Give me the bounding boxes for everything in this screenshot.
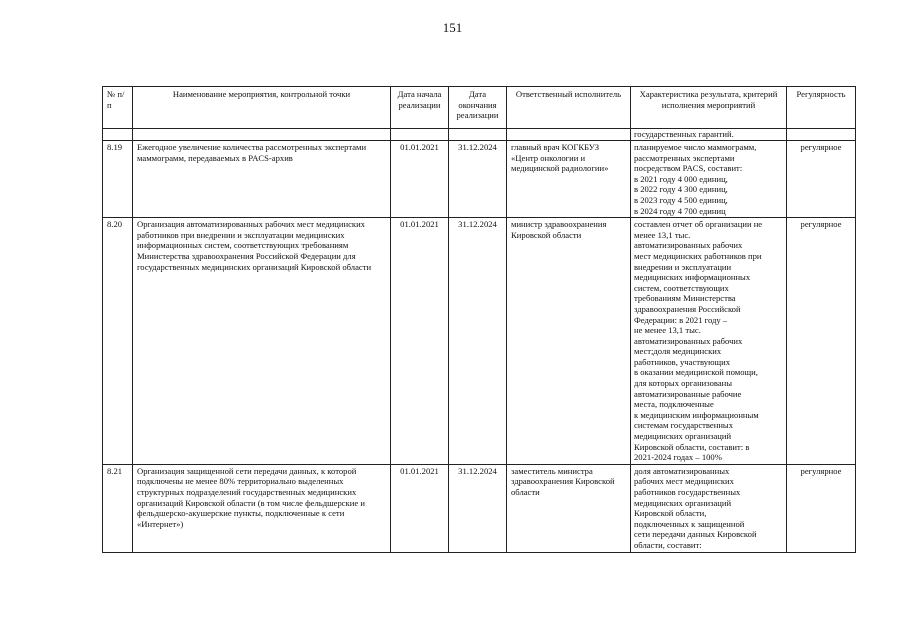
row-start-date: 01.01.2021	[391, 141, 449, 218]
characteristic-line: планируемое число маммограмм,	[634, 142, 757, 152]
row-end-date: 31.12.2024	[449, 218, 507, 465]
characteristic-line: рабочих мест медицинских	[634, 476, 734, 487]
continuation-text: государственных гарантий.	[631, 129, 787, 141]
row-regularity: регулярное	[787, 464, 856, 552]
characteristic-line: медицинских организаций	[634, 497, 732, 508]
header-regularity: Регулярность	[787, 87, 856, 129]
characteristic-line: автоматизированные рабочие	[634, 388, 742, 399]
table-header-row	[103, 87, 856, 129]
characteristic-line: 2021-2024 годах – 100%	[634, 452, 722, 463]
characteristic-line: области, составит:	[634, 539, 702, 550]
row-num: 8.19	[103, 141, 133, 218]
continuation-row	[103, 129, 856, 141]
characteristic-line: системам государственных	[634, 420, 733, 431]
header-characteristic: Характеристика результата, критерий исполнения мероприятий	[631, 87, 787, 129]
characteristic-line: работников, участвующих	[634, 356, 731, 367]
header-num: № п/п	[103, 87, 133, 129]
table-row	[103, 141, 856, 218]
characteristic-line: Кировской области, составит: в	[634, 441, 750, 452]
characteristic-line: места, подключенные	[634, 399, 714, 410]
row-executor: главный врач КОГКБУЗ «Центр онкологии и медицинской радиологии»	[507, 141, 631, 218]
characteristic-line: работников государственных	[634, 487, 741, 497]
characteristic-line: внедрении и эксплуатации	[634, 261, 732, 272]
characteristic-line: автоматизированных рабочих	[634, 240, 743, 251]
characteristic-line: систем, соответствующих	[634, 282, 729, 293]
header-start: Дата начала реализации	[391, 87, 449, 129]
characteristic-line: не менее 13,1 тыс.	[634, 325, 701, 336]
row-name: Организация защищенной сети передачи данных, к которой подключены не менее 80% территориально выделенных структурных подразделений государственных медицинских организаций Кировской области (в том числе фельдшерские и фельдшерско-акушерские пункты, подключенные к сети «Интернет»)	[133, 464, 391, 552]
characteristic-line: к медицинским информационным	[634, 409, 759, 420]
header-name: Наименование мероприятия, контрольной точки	[133, 87, 391, 129]
characteristic-line: рассмотренных экспертами	[634, 152, 735, 163]
characteristic-line: требованиям Министерства	[634, 293, 736, 304]
row-num: 8.21	[103, 464, 133, 552]
characteristic-line: составлен отчет об организации не	[634, 219, 763, 230]
characteristic-line: в 2021 году 4 000 единиц,	[634, 173, 728, 184]
characteristic-line: автоматизированных рабочих	[634, 335, 743, 346]
row-regularity: регулярное	[787, 218, 856, 465]
row-executor: заместитель министра здравоохранения Кировской области	[507, 464, 631, 552]
row-name: Организация автоматизированных рабочих мест медицинских работников при внедрении и эксплуатации медицинских информационных систем, соответствующих требованиям Министерства здравоохранения Российской Федерации для государственных медицинских организаций Кировской области	[133, 218, 391, 465]
characteristic-line: мест медицинских работников при	[634, 250, 762, 261]
row-start-date: 01.01.2021	[391, 464, 449, 552]
header-executor: Ответственный исполнитель	[507, 87, 631, 129]
page-number: 151	[442, 20, 463, 35]
characteristic-line: Кировской области,	[634, 508, 707, 519]
row-num: 8.20	[103, 218, 133, 465]
table-row	[103, 464, 856, 552]
characteristic-line: в 2022 году 4 300 единиц,	[634, 184, 728, 195]
row-end-date: 31.12.2024	[449, 141, 507, 218]
row-executor: министр здравоохранения Кировской области	[507, 218, 631, 465]
characteristic-line: сети передачи данных Кировской	[634, 529, 757, 540]
header-end: Дата окончания реализации	[449, 87, 507, 129]
characteristic-line: мест;доля медицинских	[634, 346, 722, 357]
row-characteristic	[631, 218, 787, 465]
characteristic-line: доля автоматизированных	[634, 465, 730, 476]
row-characteristic	[631, 464, 787, 552]
row-name: Ежегодное увеличение количества рассмотренных экспертами маммограмм, передаваемых в PACS-архив	[133, 141, 391, 218]
measures-table	[102, 86, 856, 553]
characteristic-line: в 2024 году 4 700 единиц	[634, 205, 726, 216]
row-characteristic	[631, 141, 787, 218]
characteristic-line: подключенных к защищенной	[634, 518, 745, 529]
characteristic-line: здравоохранения Российской	[634, 303, 741, 314]
characteristic-line: менее 13,1 тыс.	[634, 229, 691, 240]
characteristic-line: в оказании медицинской помощи,	[634, 367, 758, 378]
row-start-date: 01.01.2021	[391, 218, 449, 465]
row-end-date: 31.12.2024	[449, 464, 507, 552]
characteristic-line: Федерации: в 2021 году –	[634, 314, 728, 325]
characteristic-line: посредством PACS, составит:	[634, 163, 743, 174]
characteristic-line: медицинских организаций	[634, 431, 732, 442]
characteristic-line: медицинских информационных	[634, 272, 751, 283]
row-regularity: регулярное	[787, 141, 856, 218]
characteristic-line: для которых организованы	[634, 378, 733, 389]
table-row	[103, 218, 856, 465]
characteristic-line: в 2023 году 4 500 единиц,	[634, 194, 728, 205]
